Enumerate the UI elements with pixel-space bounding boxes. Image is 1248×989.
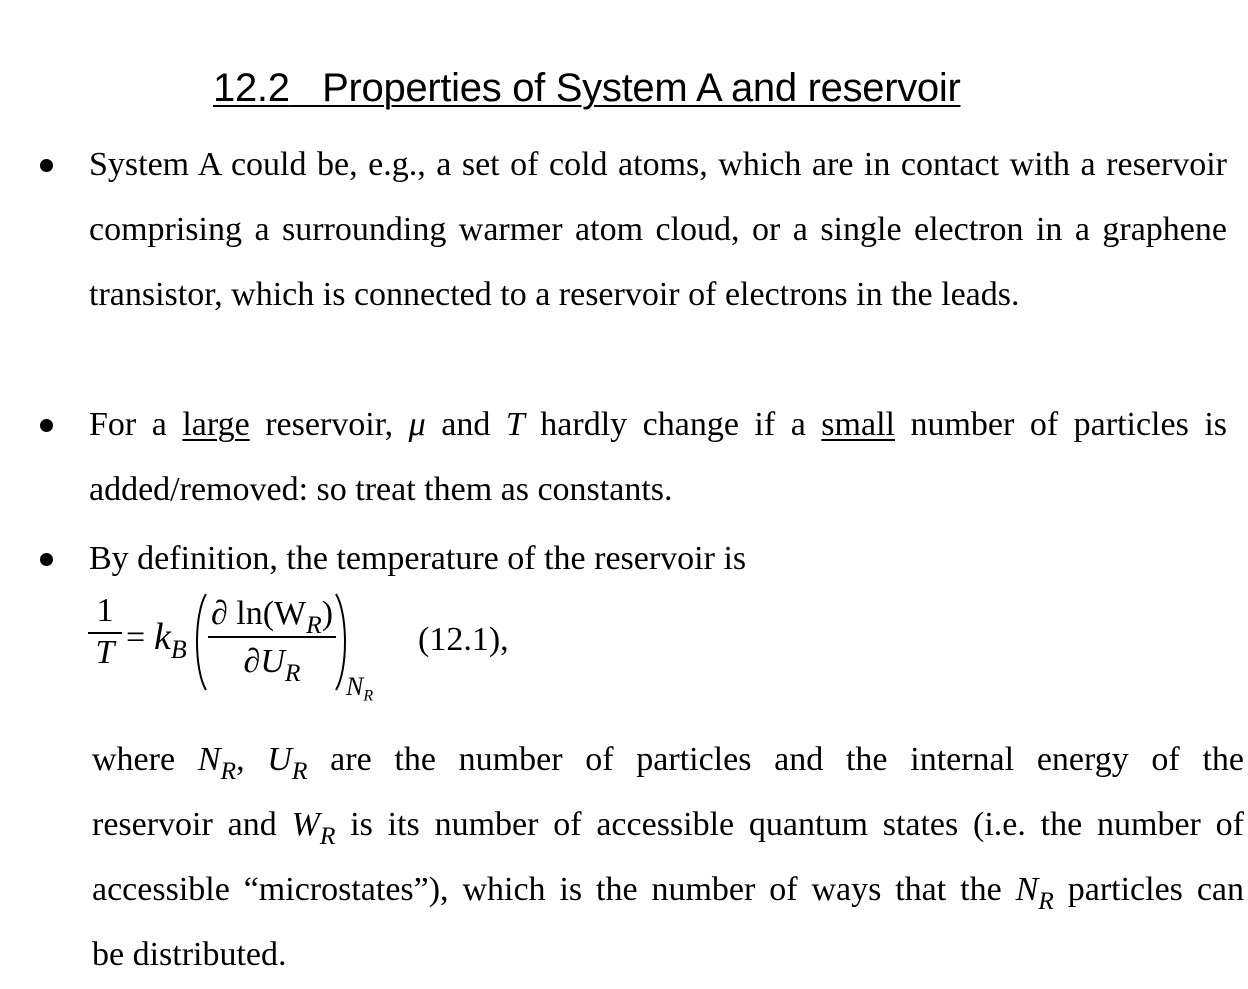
explanation-line-3 xyxy=(92,857,1244,922)
lhs-fraction xyxy=(88,594,122,670)
symbol-T: T xyxy=(505,406,525,443)
symbol-N: N xyxy=(197,741,221,778)
equation-12-1 xyxy=(86,592,526,707)
held-var: N xyxy=(346,672,364,701)
denominator-subscript: R xyxy=(284,657,301,687)
text-run: For a xyxy=(89,406,183,443)
partial-derivative-fraction xyxy=(208,594,336,687)
text-run: is its number of accessible quantum states (i.e. the number of xyxy=(335,806,1244,843)
text-run: , xyxy=(236,741,268,778)
bullet-icon xyxy=(40,419,53,432)
lhs-numerator: 1 xyxy=(96,592,114,629)
numerator-text: ∂ ln(W xyxy=(210,595,307,632)
text-run: reservoir, xyxy=(249,406,409,443)
held-var-subscript: R xyxy=(363,687,374,705)
left-paren xyxy=(192,592,208,692)
section-number: 12.2 xyxy=(213,66,290,110)
equation-label: (12.1), xyxy=(418,621,509,658)
explanation-line-2 xyxy=(92,792,1244,857)
section-heading xyxy=(213,62,961,114)
underlined-word-large: large xyxy=(182,406,250,443)
explanation-line-4: be distributed. xyxy=(92,936,287,973)
boltzmann-constant xyxy=(154,616,187,665)
text-run: and xyxy=(425,406,506,443)
subscript-R: R xyxy=(319,820,336,850)
bullet-paragraph-3 xyxy=(89,526,1227,591)
symbol-N: N xyxy=(1015,871,1039,908)
symbol-U: U xyxy=(267,741,292,778)
bullet-paragraph-2 xyxy=(89,392,1227,522)
text-run: where xyxy=(92,741,198,778)
held-constant-variable xyxy=(346,672,374,705)
numerator-close: ) xyxy=(321,595,334,632)
bullet-text-1: System A could be, e.g., a set of cold atoms, which are in contact with a reservoir comprising a surrounding warmer atom cloud, or a single electron in a graphene transistor, which is connected to a reservoir of electrons in the leads. xyxy=(89,146,1227,313)
symbol-W: W xyxy=(291,806,320,843)
subscript-R: R xyxy=(220,755,237,785)
subscript-R: R xyxy=(291,755,308,785)
k-symbol: k xyxy=(154,616,171,658)
text-run: hardly change if a xyxy=(524,406,822,443)
symbol-mu: μ xyxy=(408,406,426,443)
section-title: Properties of System A and reservoir xyxy=(322,66,961,110)
text-run: are the number of particles and the internal energy of the xyxy=(307,741,1245,778)
k-subscript: B xyxy=(170,635,187,665)
rhs-numerator xyxy=(208,594,336,639)
equals-sign: = xyxy=(126,619,146,656)
bullet-icon xyxy=(40,159,53,172)
explanation-paragraph xyxy=(92,727,1244,987)
text-run: particles can xyxy=(1053,871,1244,908)
text-run: number of particles is added/removed: so treat them as constants. xyxy=(89,406,1228,508)
bullet-icon xyxy=(40,553,53,566)
denominator-text: ∂U xyxy=(243,643,285,680)
bullet-text-3: By definition, the temperature of the reservoir is xyxy=(89,540,747,577)
underlined-word-small: small xyxy=(821,406,895,443)
lhs-denominator: T xyxy=(95,634,115,671)
numerator-subscript: R xyxy=(306,609,322,639)
text-run: reservoir and xyxy=(92,806,292,843)
text-run: accessible “microstates”), which is the number of ways that the xyxy=(92,871,1016,908)
rhs-denominator xyxy=(208,642,336,687)
bullet-paragraph-1 xyxy=(89,132,1227,327)
subscript-R: R xyxy=(1038,885,1054,915)
explanation-line-1 xyxy=(92,727,1244,792)
